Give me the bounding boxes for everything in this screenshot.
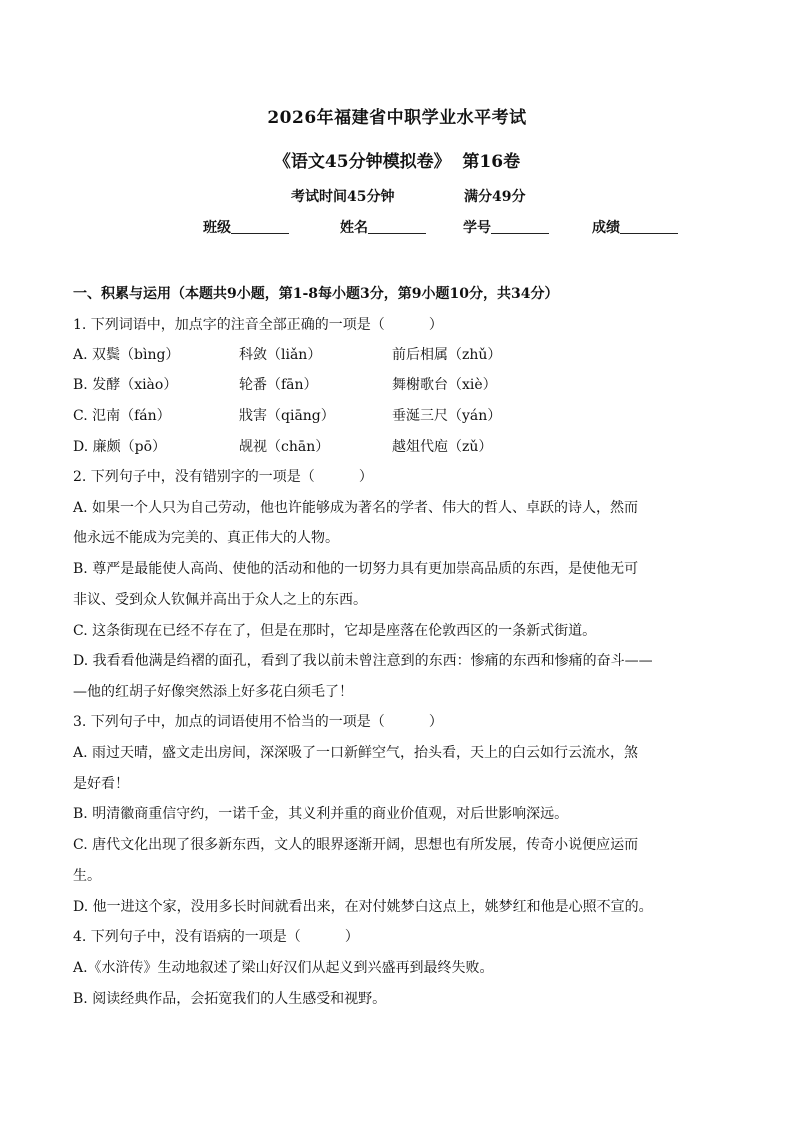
q4-option-a-line-1: A.《水浒传》生动地叙述了梁山好汉们从起义到兴盛再到最终失败。 xyxy=(73,960,494,976)
subtitle-book: 《语文45分钟模拟卷》 xyxy=(273,152,451,172)
exam-title: 2026年福建省中职学业水平考试 xyxy=(267,108,527,128)
q1-option-a-2: 科敛（liǎn） xyxy=(239,347,322,363)
question-2-stem: 2. 下列句子中，没有错别字的一项是（ ） xyxy=(73,469,373,485)
question-4-stem: 4. 下列句子中，没有语病的一项是（ ） xyxy=(73,929,359,945)
q3-option-d-line-1: D. 他一进这个家，没用多长时间就看出来，在对付姚梦白这点上，姚梦红和他是心照不宣的。 xyxy=(73,899,653,915)
class-field xyxy=(203,217,289,237)
q2-option-d-line-2: —他的红胡子好像突然添上好多花白须毛了！ xyxy=(73,684,353,700)
q2-option-b-line-1: B. 尊严是最能使人高尚、使他的活动和他的一切努力具有更加崇高品质的东西，是使他无可 xyxy=(73,561,639,577)
q1-option-b-2: 轮番（fān） xyxy=(239,377,318,393)
q3-option-c-line-2: 生。 xyxy=(73,868,101,884)
exam-subtitle xyxy=(0,147,794,172)
subtitle-volume: 第16卷 xyxy=(462,152,521,172)
grade-field xyxy=(592,217,678,237)
q1-option-a-1: A. 双鬓（bìng） xyxy=(73,347,180,363)
section-title: 一、积累与运用（本题共9小题，第1-8每小题3分，第9小题10分，共34分） xyxy=(73,286,559,302)
q2-option-b-line-2: 非议、受到众人钦佩并高出于众人之上的东西。 xyxy=(73,592,367,608)
q3-option-c-line-1: C. 唐代文化出现了很多新东西，文人的眼界逐渐开阔，思想也有所发展，传奇小说便应运而 xyxy=(73,837,639,853)
q1-option-d-1: D. 廉颇（pō） xyxy=(73,439,167,455)
question-3-stem: 3. 下列句子中，加点的词语使用不恰当的一项是（ ） xyxy=(73,714,443,730)
q2-option-c-line-1: C. 这条街现在已经不存在了，但是在那时，它却是座落在伦敦西区的一条新式街道。 xyxy=(73,623,597,639)
student-id-field xyxy=(463,217,549,237)
q1-option-b-3: 舞榭歌台（xiè） xyxy=(392,377,497,393)
q3-option-b-line-1: B. 明清徽商重信守约，一诺千金，其义利并重的商业价值观，对后世影响深远。 xyxy=(73,806,569,822)
exam-time: 考试时间45分钟 xyxy=(291,189,395,205)
name-field xyxy=(340,217,426,237)
q1-option-b-1: B. 发酵（xiào） xyxy=(73,377,178,393)
q1-option-a-3: 前后相属（zhǔ） xyxy=(392,347,502,363)
q1-option-c-2: 戕害（qiāng） xyxy=(239,408,335,424)
name-blank[interactable] xyxy=(368,219,426,234)
class-blank[interactable] xyxy=(231,219,289,234)
q2-option-a-line-1: A. 如果一个人只为自己劳动，他也许能够成为著名的学者、伟大的哲人、卓跃的诗人，然而 xyxy=(73,500,639,516)
q2-option-a-line-2: 他永远不能成为完美的、真正伟大的人物。 xyxy=(73,530,339,546)
student-id-label: 学号 xyxy=(463,220,491,236)
name-label: 姓名 xyxy=(340,220,368,236)
q3-option-a-line-1: A. 雨过天晴，盛文走出房间，深深吸了一口新鲜空气，抬头看，天上的白云如行云流水，煞 xyxy=(73,745,639,761)
q2-option-d-line-1: D. 我看看他满是绉褶的面孔，看到了我以前未曾注意到的东西：惨痛的东西和惨痛的奋斗—— xyxy=(73,653,653,669)
q1-option-d-3: 越俎代庖（zǔ） xyxy=(392,439,493,455)
grade-blank[interactable] xyxy=(620,219,678,234)
question-1-stem: 1. 下列词语中，加点字的注音全部正确的一项是（ ） xyxy=(73,317,443,333)
q1-option-c-3: 垂涎三尺（yán） xyxy=(392,408,502,424)
q4-option-b-line-1: B. 阅读经典作品，会拓宽我们的人生感受和视野。 xyxy=(73,991,387,1007)
class-label: 班级 xyxy=(203,220,231,236)
q1-option-c-1: C. 氾南（fán） xyxy=(73,408,171,424)
q3-option-a-line-2: 是好看！ xyxy=(73,776,129,792)
exam-full-score: 满分49分 xyxy=(464,189,526,205)
q1-option-d-2: 觇视（chān） xyxy=(239,439,330,455)
student-id-blank[interactable] xyxy=(491,219,549,234)
grade-label: 成绩 xyxy=(592,220,620,236)
